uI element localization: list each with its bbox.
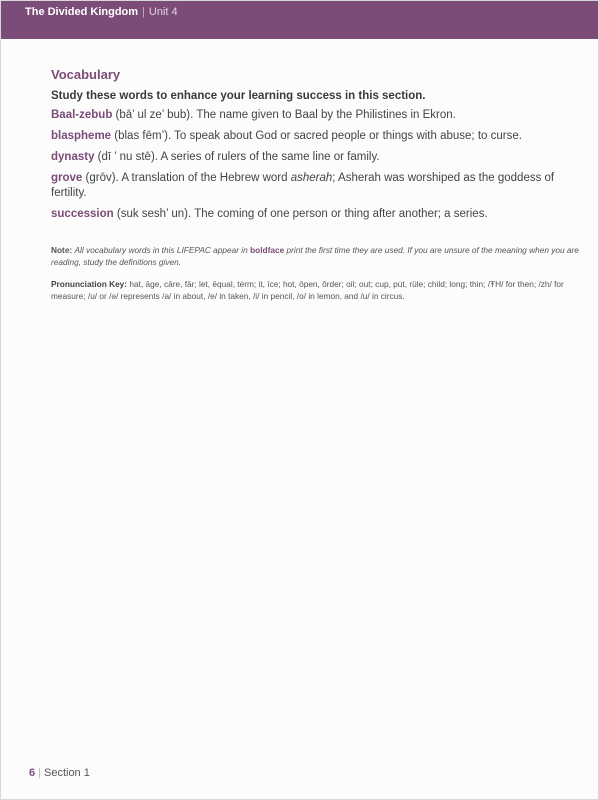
vocab-definition: The name given to Baal by the Philistines in Ekron. bbox=[196, 109, 456, 121]
vocab-term: dynasty bbox=[51, 151, 95, 163]
vocab-term: grove bbox=[51, 172, 83, 184]
pronunciation-text: hat, āge, cāre, fār; let, ēqual, tėrm; it, īce; hot, ōpen, ôrder; oil; out; cup, pu̇t, rüle; child; long; thin; /ŦH/ for then; /zh/ for measure; /u/ or /ə/ represents /a/ in about, /e/ in taken, /i/ in pencil, /o/ in lemon, and /u/ in circus. bbox=[51, 279, 564, 301]
page-number: 6 bbox=[29, 767, 36, 779]
vocab-definition-italic: asherah bbox=[290, 172, 333, 184]
vocab-entry bbox=[51, 129, 579, 144]
vocabulary-section bbox=[51, 67, 579, 302]
vocab-pronunciation: (bā’ ul ze’ bub). bbox=[115, 109, 194, 121]
vocab-entry bbox=[51, 108, 579, 123]
note-paragraph bbox=[51, 244, 579, 268]
footer-separator: | bbox=[38, 767, 41, 779]
vocab-pronunciation: (dī ’ nu stē). bbox=[97, 151, 158, 163]
page-footer bbox=[29, 767, 90, 779]
note-label: Note: bbox=[51, 245, 73, 255]
vocab-pronunciation: (suk sesh’ un). bbox=[116, 208, 192, 220]
note-text-before: All vocabulary words in this LIFEPAC appear in bbox=[74, 245, 248, 255]
vocab-definition-before: A translation of the Hebrew word bbox=[121, 172, 288, 184]
note-text-after: print the first time they are used. If you are unsure of the meaning when you are reading, study the definitions given. bbox=[51, 245, 579, 267]
page-header bbox=[1, 1, 598, 39]
vocab-term: succession bbox=[51, 208, 114, 220]
pronunciation-key bbox=[51, 278, 579, 302]
vocab-definition: The coming of one person or thing after another; a series. bbox=[194, 208, 488, 220]
vocab-term: Baal-zebub bbox=[51, 109, 113, 121]
note-highlight: boldface bbox=[250, 245, 285, 255]
header-separator: | bbox=[142, 6, 145, 18]
vocab-definition: A series of rulers of the same line or family. bbox=[160, 151, 380, 163]
vocab-entry bbox=[51, 207, 579, 222]
vocab-pronunciation: (grōv). bbox=[85, 172, 119, 184]
vocab-entry bbox=[51, 150, 579, 165]
section-intro: Study these words to enhance your learning success in this section. bbox=[51, 90, 426, 102]
vocab-entry bbox=[51, 171, 579, 201]
section-heading: Vocabulary bbox=[51, 67, 121, 82]
vocab-definition-after: ; Asherah was worshiped as the goddess of fertility. bbox=[51, 172, 555, 199]
pronunciation-label: Pronunciation Key: bbox=[51, 279, 128, 289]
book-title: The Divided Kingdom bbox=[25, 6, 139, 18]
unit-label: Unit 4 bbox=[148, 6, 178, 18]
vocab-term: blaspheme bbox=[51, 130, 112, 142]
vocab-definition: To speak about God or sacred people or things with abuse; to curse. bbox=[174, 130, 522, 142]
section-label: Section 1 bbox=[43, 767, 90, 779]
vocab-pronunciation: (blas fēm’). bbox=[114, 130, 172, 142]
